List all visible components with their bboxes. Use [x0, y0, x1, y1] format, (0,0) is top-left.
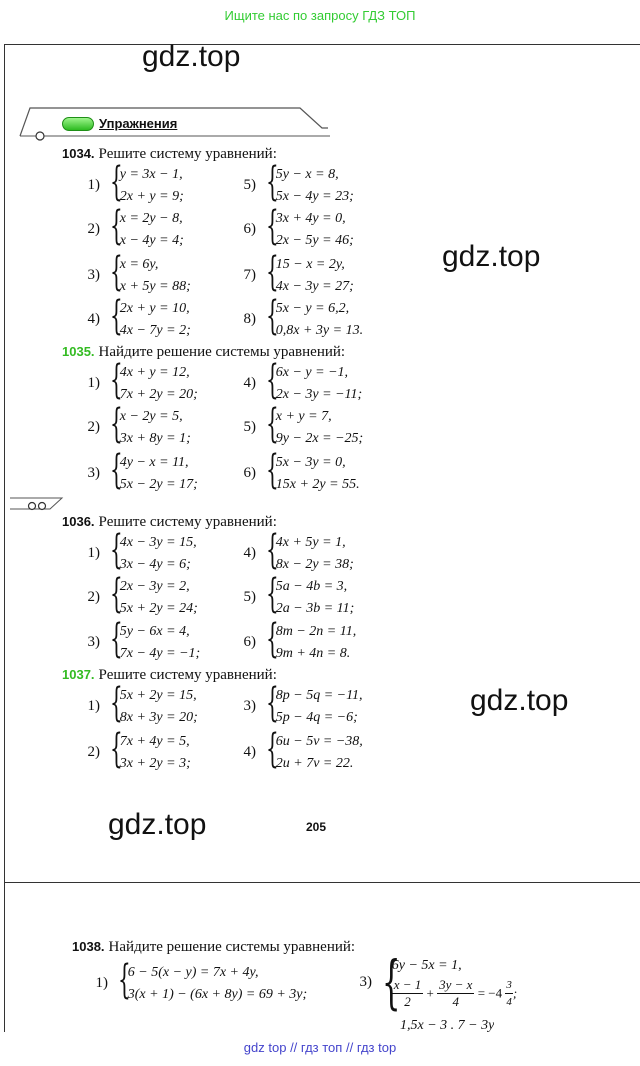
system-item: 4) { 2x + y = 10, 4x − 7y = 2;	[87, 293, 191, 339]
watermark: gdz.top	[142, 40, 241, 73]
system-item: 2) { x − 2y = 5, 3x + 8y = 1;	[87, 401, 191, 447]
system-item: 3) { 4y − x = 11, 5x − 2y = 17;	[87, 447, 198, 493]
green-marker-icon	[62, 117, 94, 131]
system-item: 1) { 5x + 2y = 15, 8x + 3y = 20;	[87, 680, 198, 726]
next-page-frame	[4, 882, 640, 1032]
exercise-number: 1037.	[62, 667, 95, 682]
system-item: 1) { 4x + y = 12, 7x + 2y = 20;	[87, 357, 198, 403]
system-item: 8) { 5x − y = 6,2, 0,8x + 3y = 13.	[243, 293, 364, 339]
exercise-title: Найдите решение системы уравнений:	[98, 344, 346, 360]
exercise-title: Найдите решение системы уравнений:	[108, 939, 356, 955]
bottom-links	[0, 1040, 640, 1055]
system-item: 1) { 6 − 5(x − y) = 7x + 4y, 3(x + 1) − (6x + 8y) = 69 + 3y;	[95, 957, 308, 1003]
exercise-title: Решите систему уравнений:	[98, 667, 277, 683]
system-item: 7) { 15 − x = 2y, 4x − 3y = 27;	[243, 249, 354, 295]
exercise-title: Решите систему уравнений:	[98, 146, 277, 162]
section-title: Упражнения	[99, 116, 178, 131]
exercise-1038-heading	[72, 938, 355, 956]
exercise-number: 1035.	[62, 344, 95, 359]
exercise-1036-heading	[62, 513, 277, 531]
system-item: 5) { 5a − 4b = 3, 2a − 3b = 11;	[243, 571, 355, 617]
exercise-1037-heading	[62, 666, 277, 684]
system-item: 5) { x + y = 7, 9y − 2x = −25;	[243, 401, 364, 447]
bottom-link[interactable]: гдз топ	[300, 1040, 343, 1055]
page-number: 205	[306, 820, 327, 834]
exercise-1035-heading	[62, 343, 345, 361]
system-item: 4) { 6x − y = −1, 2x − 3y = −11;	[243, 357, 363, 403]
bottom-link[interactable]: гдз top	[356, 1040, 397, 1055]
watermark: gdz.top	[442, 240, 541, 273]
system-item: 2) { x = 2y − 8, x − 4y = 4;	[87, 203, 184, 249]
system-item: 4) { 4x + 5y = 1, 8x − 2y = 38;	[243, 527, 354, 573]
system-item: 3) { x = 6y, x + 5y = 88;	[87, 249, 191, 295]
separator: //	[345, 1040, 354, 1055]
top-search-link[interactable]: Ищите нас по запросу ГДЗ ТОП	[224, 8, 416, 23]
system-item: 4) { 6u − 5v = −38, 2u + 7v = 22.	[243, 726, 363, 772]
system-item: 6) { 5x − 3y = 0, 15x + 2y = 55.	[243, 447, 360, 493]
cut-off-line: 1,5x − 3 . 7 − 3y	[400, 1018, 495, 1032]
system-item: 5) { 5y − x = 8, 5x − 4y = 23;	[243, 159, 354, 205]
system-item: 2) { 2x − 3y = 2, 5x + 2y = 24;	[87, 571, 198, 617]
system-item: 6) { 8m − 2n = 11, 9m + 4n = 8.	[243, 616, 357, 662]
exercise-number: 1034.	[62, 146, 95, 161]
system-item: 3) { 6y − 5x = 1, $\frac{x - 1}{2}$ + $\frac{3y - x}{4}$ = −4 $\frac{3}{4}$ ;	[359, 948, 518, 1016]
exercise-number: 1036.	[62, 514, 95, 529]
separator: //	[290, 1040, 298, 1055]
system-item: 3) { 5y − 6x = 4, 7x − 4y = −1;	[87, 616, 201, 662]
system-item: 1) { y = 3x − 1, 2x + y = 9;	[87, 159, 184, 205]
system-item: 2) { 7x + 4y = 5, 3x + 2y = 3;	[87, 726, 191, 772]
bottom-link[interactable]: gdz top	[243, 1040, 287, 1055]
system-item: 3) { 8p − 5q = −11, 5p − 4q = −6;	[243, 680, 363, 726]
watermark: gdz.top	[470, 684, 569, 717]
watermark: gdz.top	[108, 808, 207, 841]
subsection-divider	[10, 494, 90, 514]
exercise-title: Решите систему уравнений:	[98, 514, 277, 530]
top-banner	[0, 0, 640, 32]
exercise-1034-heading	[62, 145, 277, 163]
system-item: 1) { 4x − 3y = 15, 3x − 4y = 6;	[87, 527, 197, 573]
exercise-number: 1038.	[72, 939, 105, 954]
system-item: 6) { 3x + 4y = 0, 2x − 5y = 46;	[243, 203, 354, 249]
fraction-equation: $\frac{x - 1}{2}$ + $\frac{3y - x}{4}$ = −4 $\frac{3}{4}$ ;	[393, 977, 518, 1009]
